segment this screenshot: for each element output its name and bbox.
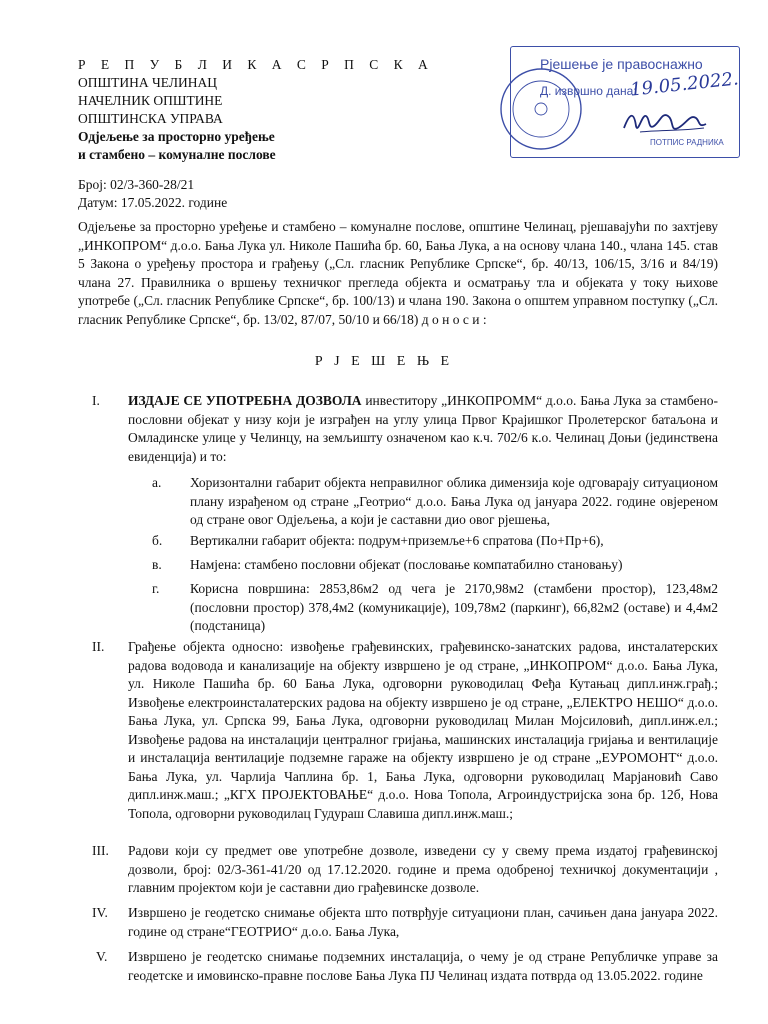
header-municipality: ОПШТИНА ЧЕЛИНАЦ [78, 75, 217, 90]
section-1c-number: в. [152, 557, 162, 572]
section-5-number: V. [96, 949, 108, 964]
section-1-body: инвеститору „ИНКОПРОММ“ д.о.о. Бања Лука за стамбено-пословни објекат у низу који је изграђен на углу улица Првог Крајишког Пролетерског батаљона и Омладинске улице у Челинцу, на земљишту означеном као к.ч. 702/6 к.о. Челинац Доњи (јединствена евиденција) и то: [128, 393, 718, 464]
header-administration: ОПШТИНСКА УПРАВА [78, 111, 223, 126]
section-2-text: Грађење објекта односно: извођење грађевинских, грађевинско-занатских радова, инсталатерских радова водовода и канализације на објекту извршено је од стране, „ИНКОПРОМ“ д.о.о. Бања Лука, ул. Николе Пашића бр. 60 Бања Лука, одговорни руководилац Феђа Кутањац дипл.инж.грађ.; Извођење електроинсталатерских радова на објекту извршено је од стране, „ЕЛЕКТРО НЕШО“ д.о.о. Бања Лука, ул. Српска 99, Бања Лука, одговорни руководилац Милан Мојсиловић, дипл.инж.ел.; Извођење радова на инсталацији централног гријања, машинских инсталација гријања и вентилације и инсталација вентилације подземне гараже на објекту извршено је од стране „ЕУРОМОНТ“ д.о.о. Бања Лука, ул. Чарлија Чаплина бр. 1, Бања Лука, одговорни руководилац Марјановић Саво дипл.инж.маш.; „КГХ ПРОЈЕКТОВАЊЕ“ д.о.о. Нова Топола, Агроиндустријска зона бр. 12б, Нова Топола, одговорни руководилац Гудураш Славиша дипл.инж.маш.; [128, 639, 718, 821]
section-1-lead: ИЗДАЈЕ СЕ УПОТРЕБНА ДОЗВОЛА [128, 393, 362, 408]
reference-number: Број: 02/3-360-28/21 [78, 177, 195, 192]
section-1b-text: Вертикални габарит објекта: подрум+приземље+6 спратова (По+Пр+6), [190, 533, 604, 548]
stamp-enforceable-label: Д. извршно дана: [540, 84, 637, 98]
round-seal-icon [496, 64, 586, 154]
header-department-2: и стамбено – комуналне послове [78, 147, 276, 162]
section-1-text [128, 392, 718, 466]
section-1c-text: Намјена: стамбено пословни објекат (пословање компатабилно становању) [190, 557, 623, 572]
section-1a-number: a. [152, 475, 162, 490]
section-1a-text: Хоризонтални габарит објекта неправилног облика димензија које одговарају ситуационом плану израђеном од стране „Геотрио“ д.о.о. Бања Лука од јануара 2022. године овјереном од стране овог Одјељења, а који је саставни дио овог рјешења, [190, 475, 718, 527]
issuer-header [78, 56, 434, 164]
section-2-number: II. [92, 639, 105, 654]
section-4-text: Извршено је геодетско снимање објекта што потврђује ситуациони план, сачињен дана јануара 2022. године од стране“ГЕОТРИО“ д.о.о. Бања Лука, [128, 905, 718, 939]
intro-paragraph: Одјељење за просторно уређење и стамбено – комуналне послове, општине Челинац, рјешавајући по захтјеву „ИНКОПРОМ“ д.о.о. Бања Лука ул. Николе Пашића бр. 60, Бања Лука, а на основу члана 140., члана 145. став 5 Закона о уређењу простора и грађењу („Сл. гласник Републике Српске“, бр. 40/13, 106/15, 3/16 и 84/19) члана 27. Правилника о вршењу техничког прегледа објекта и осматрању тла и објеката у току њихове употребе („Сл. гласник Републике Српске“, бр. 100/13) и члана 190. Закона о општем управном поступку („Сл. гласник Републике Српске“, бр. 13/02, 87/07, 50/10 и 66/18) д о н о с и : [78, 219, 718, 327]
finality-stamp [510, 46, 738, 156]
section-1d-number: г. [152, 581, 160, 596]
section-3-text: Радови који су предмет ове употребне дозволе, изведени су у свему према издатој грађевинској дозволи, број: 02/3-361-41/20 од 17.12.2020. године и према одобреној техничкој документацији , главним пројектом који је саставни дио грађевинске дозволе. [128, 843, 718, 895]
stamp-title: Рјешење је правоснажно [540, 56, 703, 72]
section-1d-text: Корисна површина: 2853,86м2 од чега је 2170,98м2 (стамбени простор), 123,48м2 (пословни простор) 378,4м2 (комуникације), 109,78м2 (паркинг), 66,82м2 (оставе) и 4,4м2 (подстаница) [190, 581, 718, 633]
section-3-number: III. [92, 843, 109, 858]
decision-title: Р Ј Е Ш Е Њ Е [314, 354, 454, 369]
header-mayor: НАЧЕЛНИК ОПШТИНЕ [78, 93, 223, 108]
stamp-date: 19.05.2022. [629, 68, 740, 101]
stamp-footer: ПОТПИС РАДНИКА [650, 138, 724, 147]
section-4-number: IV. [92, 905, 108, 920]
section-1b-number: б. [152, 533, 163, 548]
signature-icon [620, 104, 710, 138]
section-1-number: I. [92, 393, 100, 408]
header-republic: Р Е П У Б Л И К А С Р П С К А [78, 57, 434, 72]
reference-date: Датум: 17.05.2022. године [78, 195, 228, 210]
reference-block [78, 176, 227, 212]
header-department: Одјељење за просторно уређење [78, 129, 275, 144]
section-5-text: Извршено је геодетско снимање подземних инсталација, о чему је од стране Републичке управе за геодетске и имовинско-правне послове Бања Лука ПЈ Челинац издата потврда од 13.05.2022. године [128, 949, 718, 983]
